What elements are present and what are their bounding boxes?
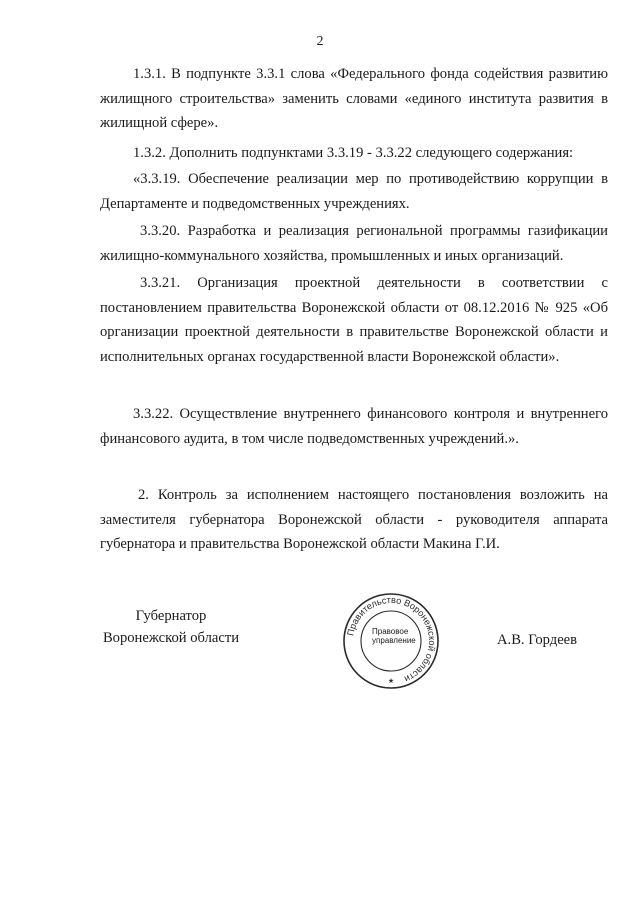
stamp-star-icon: ★: [387, 677, 395, 685]
paragraph-3-3-21: 3.3.21. Организация проектной деятельности в соответствии с постановлением правительства Воронежской области от 08.12.2016 № 925 «Об организации проектной деятельности в правительстве Воронежской области и исполнительных органах государственной власти Воронежской области».: [100, 275, 608, 365]
stamp-center-text: Правовое управление: [372, 627, 416, 645]
paragraph-3-3-20: 3.3.20. Разработка и реализация региональной программы газификации жилищно-коммунального хозяйства, промышленных и иных организаций.: [100, 223, 608, 264]
paragraph-2-control: 2. Контроль за исполнением настоящего постановления возложить на заместителя губернатора Воронежской области - руководителя аппарата губернатора и правительства Воронежской области Макина Г.И.: [100, 487, 608, 552]
page-number: 2: [316, 34, 324, 49]
paragraph-1-3-2: 1.3.2. Дополнить подпунктами 3.3.19 - 3.3.22 следующего содержания:: [133, 145, 574, 161]
paragraph-1-3-1: 1.3.1. В подпункте 3.3.1 слова «Федерального фонда содействия развитию жилищного строительства» заменить словами «единого института развития в жилищной сфере».: [100, 66, 608, 131]
signatory-position: [96, 605, 246, 649]
position-line-2: Воронежской области: [102, 630, 240, 646]
paragraph-3-3-19: «3.3.19. Обеспечение реализации мер по противодействию коррупции в Департаменте и подведомственных учреждениях.: [100, 171, 608, 212]
signatory-name: А.В. Гордеев: [497, 632, 578, 648]
paragraph-3-3-22: 3.3.22. Осуществление внутреннего финансового контроля и внутреннего финансового аудита, в том числе подведомственных учреждений.».: [100, 406, 608, 447]
stamp-ring-text: Правительство Воронежской области: [345, 594, 438, 685]
position-line-1: Губернатор: [135, 608, 207, 624]
